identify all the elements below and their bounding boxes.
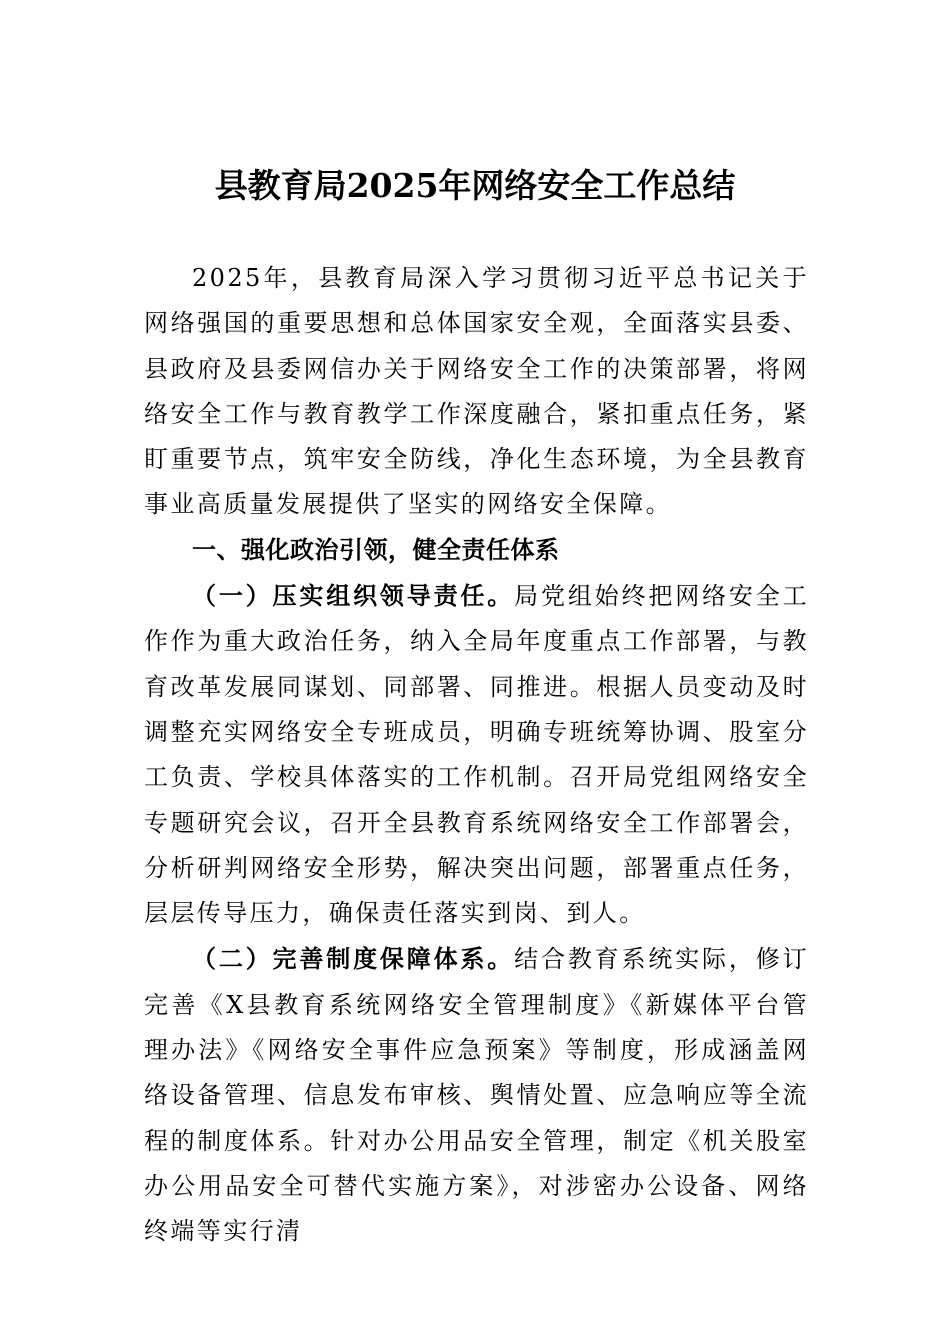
item-text-2: 结合教育系统实际，修订完善《X县教育系统网络安全管理制度》《新媒体平台管理办法》《网络安全事件应急预案》等制度，形成涵盖网络设备管理、信息发布审核、舆情处置、应急响应等全流程的制度体系。针对办公用品安全管理，制定《机关股室办公用品安全可替代实施方案》，对涉密办公设备、网络终端等实行清 (144, 945, 809, 1246)
document-body (144, 256, 809, 1255)
item-paragraph-1 (144, 573, 809, 936)
item-paragraph-2 (144, 936, 809, 1254)
intro-paragraph: 2025年，县教育局深入学习贯彻习近平总书记关于网络强国的重要思想和总体国家安全观，全面落实县委、县政府及县委网信办关于网络安全工作的决策部署，将网络安全工作与教育教学工作深度融合，紧扣重点任务，紧盯重要节点，筑牢安全防线，净化生态环境，为全县教育事业高质量发展提供了坚实的网络安全保障。 (144, 264, 809, 519)
item-lead-1: （一）压实组织领导责任。 (192, 581, 515, 611)
item-text-1: 局党组始终把网络安全工作作为重大政治任务，纳入全局年度重点工作部署，与教育改革发展同谋划、同部署、同推进。根据人员变动及时调整充实网络安全专班成员，明确专班统筹协调、股室分工负责、学校具体落实的工作机制。召开局党组网络安全专题研究会议，召开全县教育系统网络安全工作部署会，分析研判网络安全形势，解决突出问题，部署重点任务，层层传导压力，确保责任落实到岗、到人。 (144, 582, 809, 928)
item-lead-2: （二）完善制度保障体系。 (192, 944, 515, 974)
section-heading: 一、强化政治引领，健全责任体系 (192, 535, 560, 564)
document-title: 县教育局2025年网络安全工作总结 (214, 166, 736, 205)
